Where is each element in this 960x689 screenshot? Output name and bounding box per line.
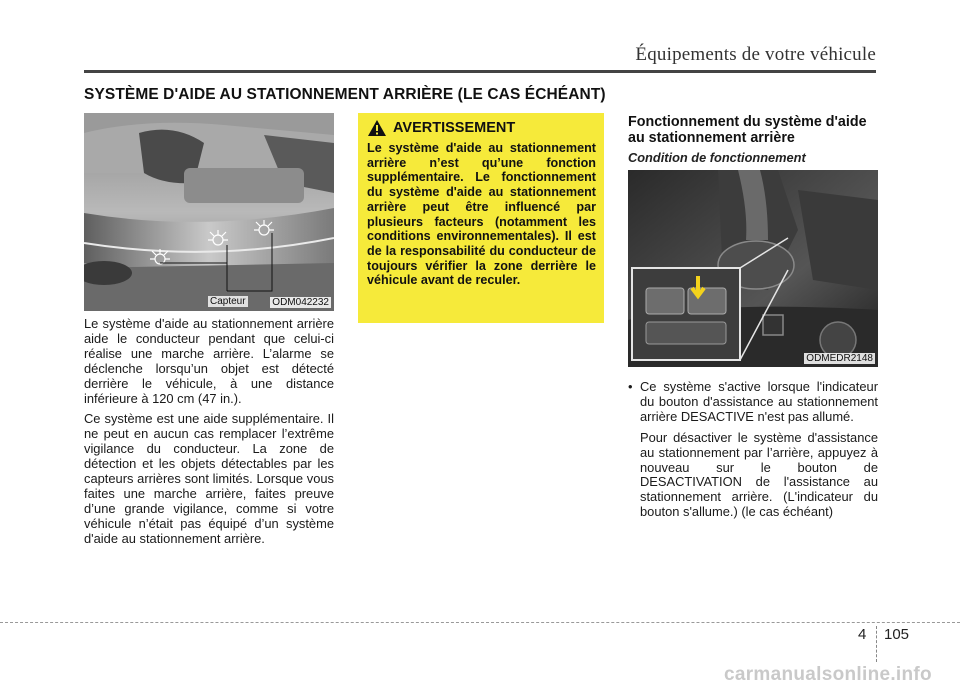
- subsection-subtitle: Condition de fonctionnement: [628, 150, 806, 165]
- bullet-text: Ce système s'active lorsque l'indicateur du bouton d'assistance au stationnement arrière DESACTIVE n'est pas allumé.: [640, 379, 878, 424]
- warning-title: AVERTISSEMENT: [393, 120, 516, 136]
- left-column-text: [84, 317, 334, 553]
- header-title: Équipements de votre véhicule: [635, 44, 876, 65]
- bullet-icon: •: [628, 379, 633, 394]
- section-title: SYSTÈME D'AIDE AU STATIONNEMENT ARRIÈRE (LE CAS ÉCHÉANT): [84, 86, 606, 103]
- list-item: [628, 380, 878, 526]
- warning-body: Le système d'aide au stationnement arrière n’est qu’une fonction supplémentaire. Le fonctionnement du système d'aide au stationnement arrière peut être influencé par plusieurs facteurs (notamment les conditions environnementales). Il est de la responsabilité du conducteur de toujours vérifier la zone derrière le véhicule avant de reculer.: [367, 141, 596, 288]
- chapter-number: 4: [858, 626, 867, 643]
- page-separator: [876, 626, 877, 662]
- bullet-continuation: Pour désactiver le système d'assistance au stationnement par l’arrière, appuyez à nouveau sur le bouton de DESACTIVATION de l'assistance au stationnement arrière. (L'indicateur du bouton s'allume.) (le cas échéant): [640, 429, 878, 520]
- console-button-photo: [628, 170, 878, 367]
- warning-box: [358, 113, 604, 323]
- warning-triangle-icon: [367, 119, 387, 137]
- paragraph-intro: Le système d'aide au stationnement arrière aide le conducteur pendant que celui-ci réalise une marche arrière. L’alarme se déclenche lorsqu’un objet est détecté derrière le véhicule, à une distance inférieure à 120 cm (47 in.).: [84, 316, 334, 406]
- paragraph-caution: Ce système est une aide supplémentaire. Il ne peut en aucun cas remplacer l’extrême vigilance du conducteur. La zone de détection et les objets détectables par les capteurs arrières sont limités. Lorsque vous faites une marche arrière, faites preuve d’une grande vigilance, comme si votre véhicule n’était pas équipé d’un système d'aide au stationnement arrière.: [84, 411, 334, 546]
- figure-code: ODM042232: [272, 297, 329, 308]
- condition-list: [628, 380, 878, 526]
- page-number: 105: [884, 626, 910, 643]
- subsection-title: Fonctionnement du système d'aide au stationnement arrière: [628, 114, 867, 146]
- rear-bumper-photo: [84, 113, 334, 311]
- watermark: carmanualsonline.info: [724, 664, 932, 685]
- sensor-label: Capteur: [210, 296, 246, 307]
- header-divider: [84, 70, 876, 73]
- figure-code-2: ODMEDR2148: [806, 353, 873, 364]
- footer-divider: [0, 622, 960, 623]
